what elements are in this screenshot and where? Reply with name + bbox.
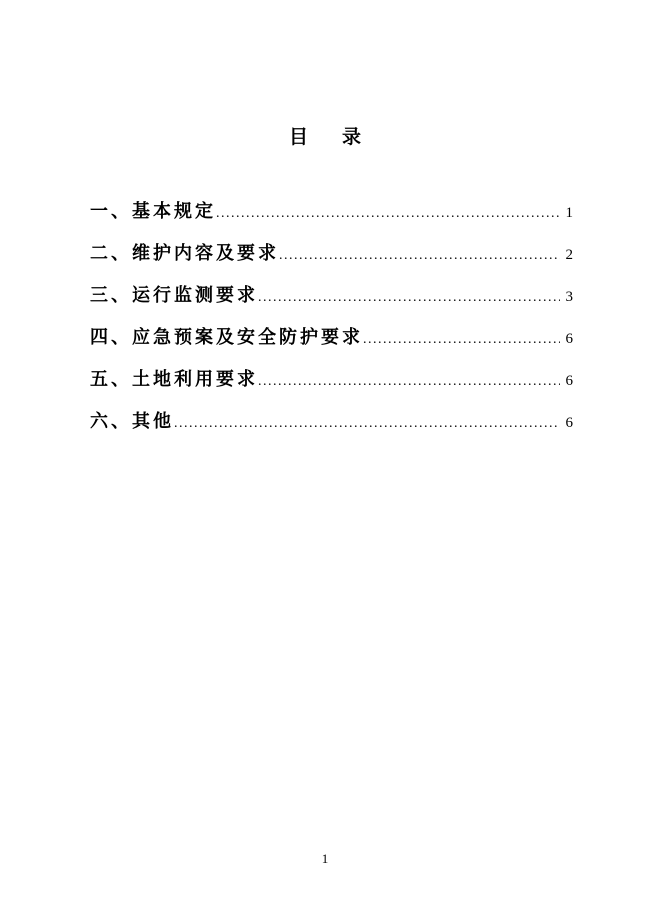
toc-list: [90, 200, 573, 435]
toc-leader-dots: [258, 371, 560, 393]
toc-entry: [90, 242, 573, 267]
toc-entry-label: 五、土地利用要求: [90, 369, 258, 389]
toc-entry-page-number: 2: [565, 247, 573, 263]
toc-entry: [90, 200, 573, 225]
toc-entry-page-number: 6: [565, 331, 573, 347]
toc-entry-page-number: 1: [565, 205, 573, 221]
toc-entry-label: 四、应急预案及安全防护要求: [90, 327, 363, 347]
toc-entry: [90, 410, 573, 435]
toc-entry: [90, 284, 573, 309]
toc-entry-label: 三、运行监测要求: [90, 285, 258, 305]
toc-entry-label: 一、基本规定: [90, 201, 216, 221]
page-number-footer: 1: [321, 851, 329, 866]
toc-entry-label: 二、维护内容及要求: [90, 243, 279, 263]
toc-title-char-right: 录: [342, 127, 362, 148]
toc-entry-page-number: 6: [565, 415, 573, 431]
toc-entry-label: 六、其他: [90, 411, 174, 431]
toc-entry-page-number: 3: [565, 289, 573, 305]
toc-leader-dots: [363, 329, 560, 351]
toc-leader-dots: [174, 413, 560, 435]
toc-entry: [90, 368, 573, 393]
toc-title-char-left: 目: [288, 127, 308, 148]
toc-entry-page-number: 6: [565, 373, 573, 389]
toc-leader-dots: [216, 203, 560, 225]
toc-leader-dots: [279, 245, 560, 267]
toc-entry: [90, 326, 573, 351]
toc-leader-dots: [258, 287, 560, 309]
toc-title: [0, 0, 650, 149]
